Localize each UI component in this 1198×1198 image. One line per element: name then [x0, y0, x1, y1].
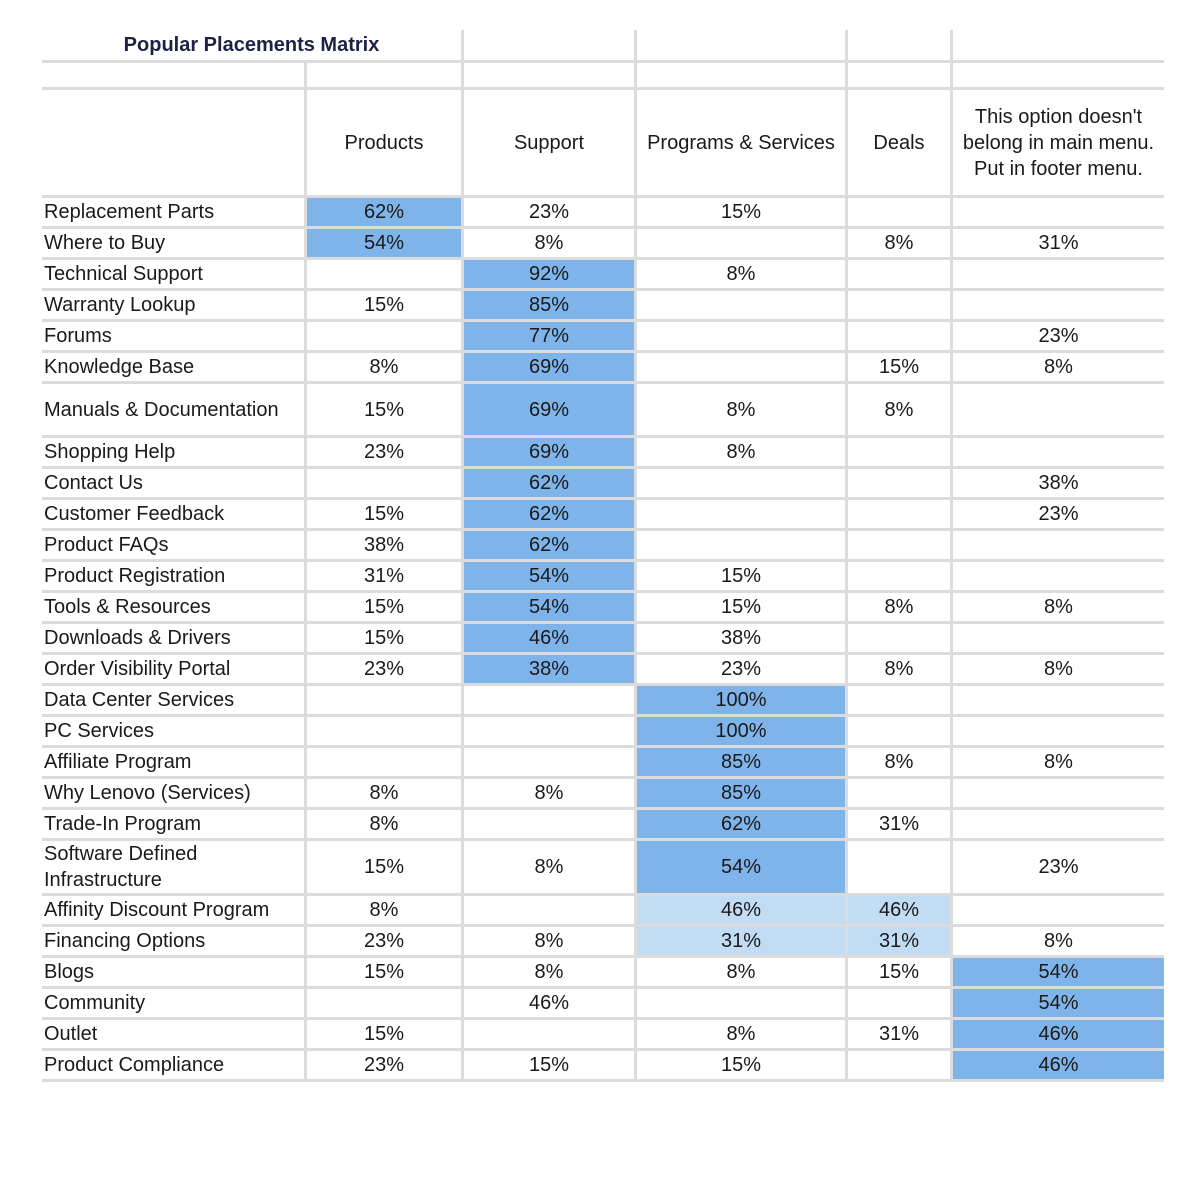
- percent-cell: 8%: [637, 958, 848, 989]
- page-title: Popular Placements Matrix: [42, 30, 464, 63]
- table-row: [42, 927, 1164, 958]
- percent-cell: 8%: [848, 593, 953, 624]
- percent-cell: 8%: [953, 748, 1164, 779]
- percent-cell: 15%: [307, 624, 464, 655]
- percent-cell: 8%: [464, 958, 637, 989]
- percent-cell: 31%: [307, 562, 464, 593]
- percent-cell: [637, 500, 848, 531]
- percent-cell: [848, 500, 953, 531]
- column-header-products: Products: [307, 90, 464, 198]
- row-label: Knowledge Base: [42, 353, 307, 384]
- percent-cell: 23%: [953, 322, 1164, 353]
- row-label: Affinity Discount Program: [42, 896, 307, 927]
- percent-cell: 15%: [637, 198, 848, 229]
- percent-cell: 8%: [637, 1020, 848, 1051]
- table-row: [42, 353, 1164, 384]
- blank-cell: [307, 63, 464, 90]
- percent-cell: 62%: [464, 531, 637, 562]
- percent-cell: 100%: [637, 717, 848, 748]
- percent-cell: 54%: [464, 593, 637, 624]
- percent-cell: 8%: [307, 810, 464, 841]
- percent-cell: 54%: [953, 958, 1164, 989]
- column-header-deals: Deals: [848, 90, 953, 198]
- percent-cell: 31%: [953, 229, 1164, 260]
- table-row: [42, 748, 1164, 779]
- percent-cell: 15%: [307, 1020, 464, 1051]
- percent-cell: [848, 686, 953, 717]
- table-row: [42, 958, 1164, 989]
- table-row: [42, 438, 1164, 469]
- percent-cell: 46%: [848, 896, 953, 927]
- table-row: [42, 469, 1164, 500]
- percent-cell: [848, 624, 953, 655]
- percent-cell: 23%: [464, 198, 637, 229]
- table-row: [42, 260, 1164, 291]
- percent-cell: [464, 717, 637, 748]
- row-label: Blogs: [42, 958, 307, 989]
- percent-cell: 62%: [637, 810, 848, 841]
- row-label: Manuals & Documentation: [42, 384, 307, 438]
- percent-cell: 54%: [464, 562, 637, 593]
- percent-cell: 8%: [464, 779, 637, 810]
- percent-cell: 8%: [848, 748, 953, 779]
- percent-cell: 23%: [307, 927, 464, 958]
- percent-cell: [953, 810, 1164, 841]
- percent-cell: 62%: [307, 198, 464, 229]
- blank-cell: [637, 63, 848, 90]
- percent-cell: 92%: [464, 260, 637, 291]
- percent-cell: 31%: [848, 810, 953, 841]
- percent-cell: 15%: [464, 1051, 637, 1082]
- percent-cell: 85%: [464, 291, 637, 322]
- row-label: Financing Options: [42, 927, 307, 958]
- column-header-support: Support: [464, 90, 637, 198]
- percent-cell: [848, 717, 953, 748]
- row-label: Warranty Lookup: [42, 291, 307, 322]
- percent-cell: [307, 717, 464, 748]
- percent-cell: 8%: [464, 841, 637, 896]
- percent-cell: 8%: [307, 896, 464, 927]
- row-label: Tools & Resources: [42, 593, 307, 624]
- percent-cell: 15%: [848, 353, 953, 384]
- percent-cell: 54%: [637, 841, 848, 896]
- percent-cell: 23%: [307, 438, 464, 469]
- percent-cell: 15%: [307, 841, 464, 896]
- percent-cell: [307, 469, 464, 500]
- percent-cell: [464, 896, 637, 927]
- percent-cell: 23%: [953, 841, 1164, 896]
- blank-cell: [464, 63, 637, 90]
- percent-cell: 46%: [953, 1051, 1164, 1082]
- percent-cell: 23%: [307, 1051, 464, 1082]
- placements-matrix-table: [42, 30, 1164, 1082]
- title-spacer-cell: [953, 30, 1164, 63]
- blank-cell: [953, 63, 1164, 90]
- percent-cell: [953, 438, 1164, 469]
- blank-cell: [848, 63, 953, 90]
- table-row: [42, 896, 1164, 927]
- table-row: [42, 686, 1164, 717]
- percent-cell: [637, 469, 848, 500]
- percent-cell: 38%: [953, 469, 1164, 500]
- percent-cell: 62%: [464, 500, 637, 531]
- percent-cell: 8%: [953, 927, 1164, 958]
- percent-cell: [953, 562, 1164, 593]
- column-header-programs-services: Programs & Services: [637, 90, 848, 198]
- percent-cell: 8%: [848, 655, 953, 686]
- percent-cell: 85%: [637, 748, 848, 779]
- percent-cell: [637, 291, 848, 322]
- percent-cell: 15%: [307, 593, 464, 624]
- percent-cell: 8%: [953, 655, 1164, 686]
- percent-cell: 62%: [464, 469, 637, 500]
- percent-cell: 15%: [848, 958, 953, 989]
- percent-cell: [637, 229, 848, 260]
- percent-cell: 8%: [307, 779, 464, 810]
- percent-cell: 46%: [464, 989, 637, 1020]
- row-label: Community: [42, 989, 307, 1020]
- percent-cell: 8%: [637, 384, 848, 438]
- percent-cell: [464, 810, 637, 841]
- row-label: Product Compliance: [42, 1051, 307, 1082]
- title-spacer-cell: [848, 30, 953, 63]
- percent-cell: 38%: [307, 531, 464, 562]
- percent-cell: 8%: [464, 927, 637, 958]
- percent-cell: [953, 260, 1164, 291]
- percent-cell: 23%: [637, 655, 848, 686]
- percent-cell: [848, 841, 953, 896]
- percent-cell: 69%: [464, 353, 637, 384]
- percent-cell: [464, 1020, 637, 1051]
- table-row: [42, 198, 1164, 229]
- percent-cell: [848, 1051, 953, 1082]
- header-row: [42, 90, 1164, 198]
- title-row: [42, 30, 1164, 63]
- percent-cell: 15%: [637, 562, 848, 593]
- title-spacer-cell: [637, 30, 848, 63]
- table-row: [42, 989, 1164, 1020]
- percent-cell: 8%: [637, 438, 848, 469]
- percent-cell: 85%: [637, 779, 848, 810]
- percent-cell: [848, 438, 953, 469]
- percent-cell: [848, 322, 953, 353]
- percent-cell: [637, 989, 848, 1020]
- percent-cell: 8%: [307, 353, 464, 384]
- percent-cell: [464, 686, 637, 717]
- percent-cell: 46%: [464, 624, 637, 655]
- row-label: Downloads & Drivers: [42, 624, 307, 655]
- percent-cell: [307, 989, 464, 1020]
- percent-cell: [953, 717, 1164, 748]
- row-label: Why Lenovo (Services): [42, 779, 307, 810]
- percent-cell: [848, 779, 953, 810]
- row-label: Outlet: [42, 1020, 307, 1051]
- percent-cell: [953, 686, 1164, 717]
- row-label: Technical Support: [42, 260, 307, 291]
- percent-cell: [307, 322, 464, 353]
- table-row: [42, 655, 1164, 686]
- row-label: Product Registration: [42, 562, 307, 593]
- percent-cell: 46%: [953, 1020, 1164, 1051]
- row-label: Replacement Parts: [42, 198, 307, 229]
- row-label: Forums: [42, 322, 307, 353]
- table-row: [42, 291, 1164, 322]
- percent-cell: [307, 748, 464, 779]
- row-label: Affiliate Program: [42, 748, 307, 779]
- table-row: [42, 1051, 1164, 1082]
- percent-cell: [848, 562, 953, 593]
- percent-cell: 77%: [464, 322, 637, 353]
- percent-cell: 15%: [637, 1051, 848, 1082]
- row-label: Software Defined Infrastructure: [42, 841, 307, 896]
- blank-cell: [42, 63, 307, 90]
- percent-cell: [848, 260, 953, 291]
- row-label: Customer Feedback: [42, 500, 307, 531]
- row-label: Contact Us: [42, 469, 307, 500]
- percent-cell: [953, 896, 1164, 927]
- percent-cell: [307, 686, 464, 717]
- title-spacer-cell: [464, 30, 637, 63]
- percent-cell: [848, 989, 953, 1020]
- percent-cell: 8%: [953, 353, 1164, 384]
- row-label: Shopping Help: [42, 438, 307, 469]
- percent-cell: [953, 624, 1164, 655]
- table-row: [42, 810, 1164, 841]
- row-label: Data Center Services: [42, 686, 307, 717]
- table-row: [42, 624, 1164, 655]
- percent-cell: [953, 384, 1164, 438]
- percent-cell: 8%: [848, 229, 953, 260]
- header-corner-cell: [42, 90, 307, 198]
- table-row: [42, 531, 1164, 562]
- percent-cell: 23%: [953, 500, 1164, 531]
- percent-cell: 38%: [464, 655, 637, 686]
- table-row: [42, 500, 1164, 531]
- table-row: [42, 229, 1164, 260]
- percent-cell: [848, 469, 953, 500]
- percent-cell: [953, 291, 1164, 322]
- row-label: PC Services: [42, 717, 307, 748]
- percent-cell: 31%: [848, 927, 953, 958]
- percent-cell: 54%: [307, 229, 464, 260]
- percent-cell: 15%: [307, 384, 464, 438]
- percent-cell: 69%: [464, 438, 637, 469]
- percent-cell: 23%: [307, 655, 464, 686]
- percent-cell: 31%: [848, 1020, 953, 1051]
- table-row: [42, 779, 1164, 810]
- percent-cell: [848, 291, 953, 322]
- percent-cell: 69%: [464, 384, 637, 438]
- percent-cell: 100%: [637, 686, 848, 717]
- percent-cell: 15%: [307, 958, 464, 989]
- percent-cell: 8%: [464, 229, 637, 260]
- table-row: [42, 384, 1164, 438]
- column-header-footer-menu: This option doesn't belong in main menu. Put in footer menu.: [953, 90, 1164, 198]
- row-label: Where to Buy: [42, 229, 307, 260]
- percent-cell: [953, 531, 1164, 562]
- row-label: Order Visibility Portal: [42, 655, 307, 686]
- percent-cell: [953, 198, 1164, 229]
- percent-cell: [637, 353, 848, 384]
- percent-cell: 46%: [637, 896, 848, 927]
- percent-cell: [953, 779, 1164, 810]
- table-row: [42, 593, 1164, 624]
- percent-cell: [637, 322, 848, 353]
- blank-row: [42, 63, 1164, 90]
- percent-cell: 38%: [637, 624, 848, 655]
- percent-cell: [848, 531, 953, 562]
- table-row: [42, 1020, 1164, 1051]
- percent-cell: 15%: [637, 593, 848, 624]
- row-label: Trade-In Program: [42, 810, 307, 841]
- percent-cell: 15%: [307, 291, 464, 322]
- row-label: Product FAQs: [42, 531, 307, 562]
- percent-cell: 15%: [307, 500, 464, 531]
- percent-cell: 8%: [953, 593, 1164, 624]
- percent-cell: [464, 748, 637, 779]
- percent-cell: [307, 260, 464, 291]
- percent-cell: 54%: [953, 989, 1164, 1020]
- percent-cell: 31%: [637, 927, 848, 958]
- percent-cell: 8%: [848, 384, 953, 438]
- table-row: [42, 841, 1164, 896]
- matrix-body: [42, 198, 1164, 1082]
- percent-cell: [848, 198, 953, 229]
- table-row: [42, 717, 1164, 748]
- percent-cell: [637, 531, 848, 562]
- table-row: [42, 562, 1164, 593]
- table-row: [42, 322, 1164, 353]
- percent-cell: 8%: [637, 260, 848, 291]
